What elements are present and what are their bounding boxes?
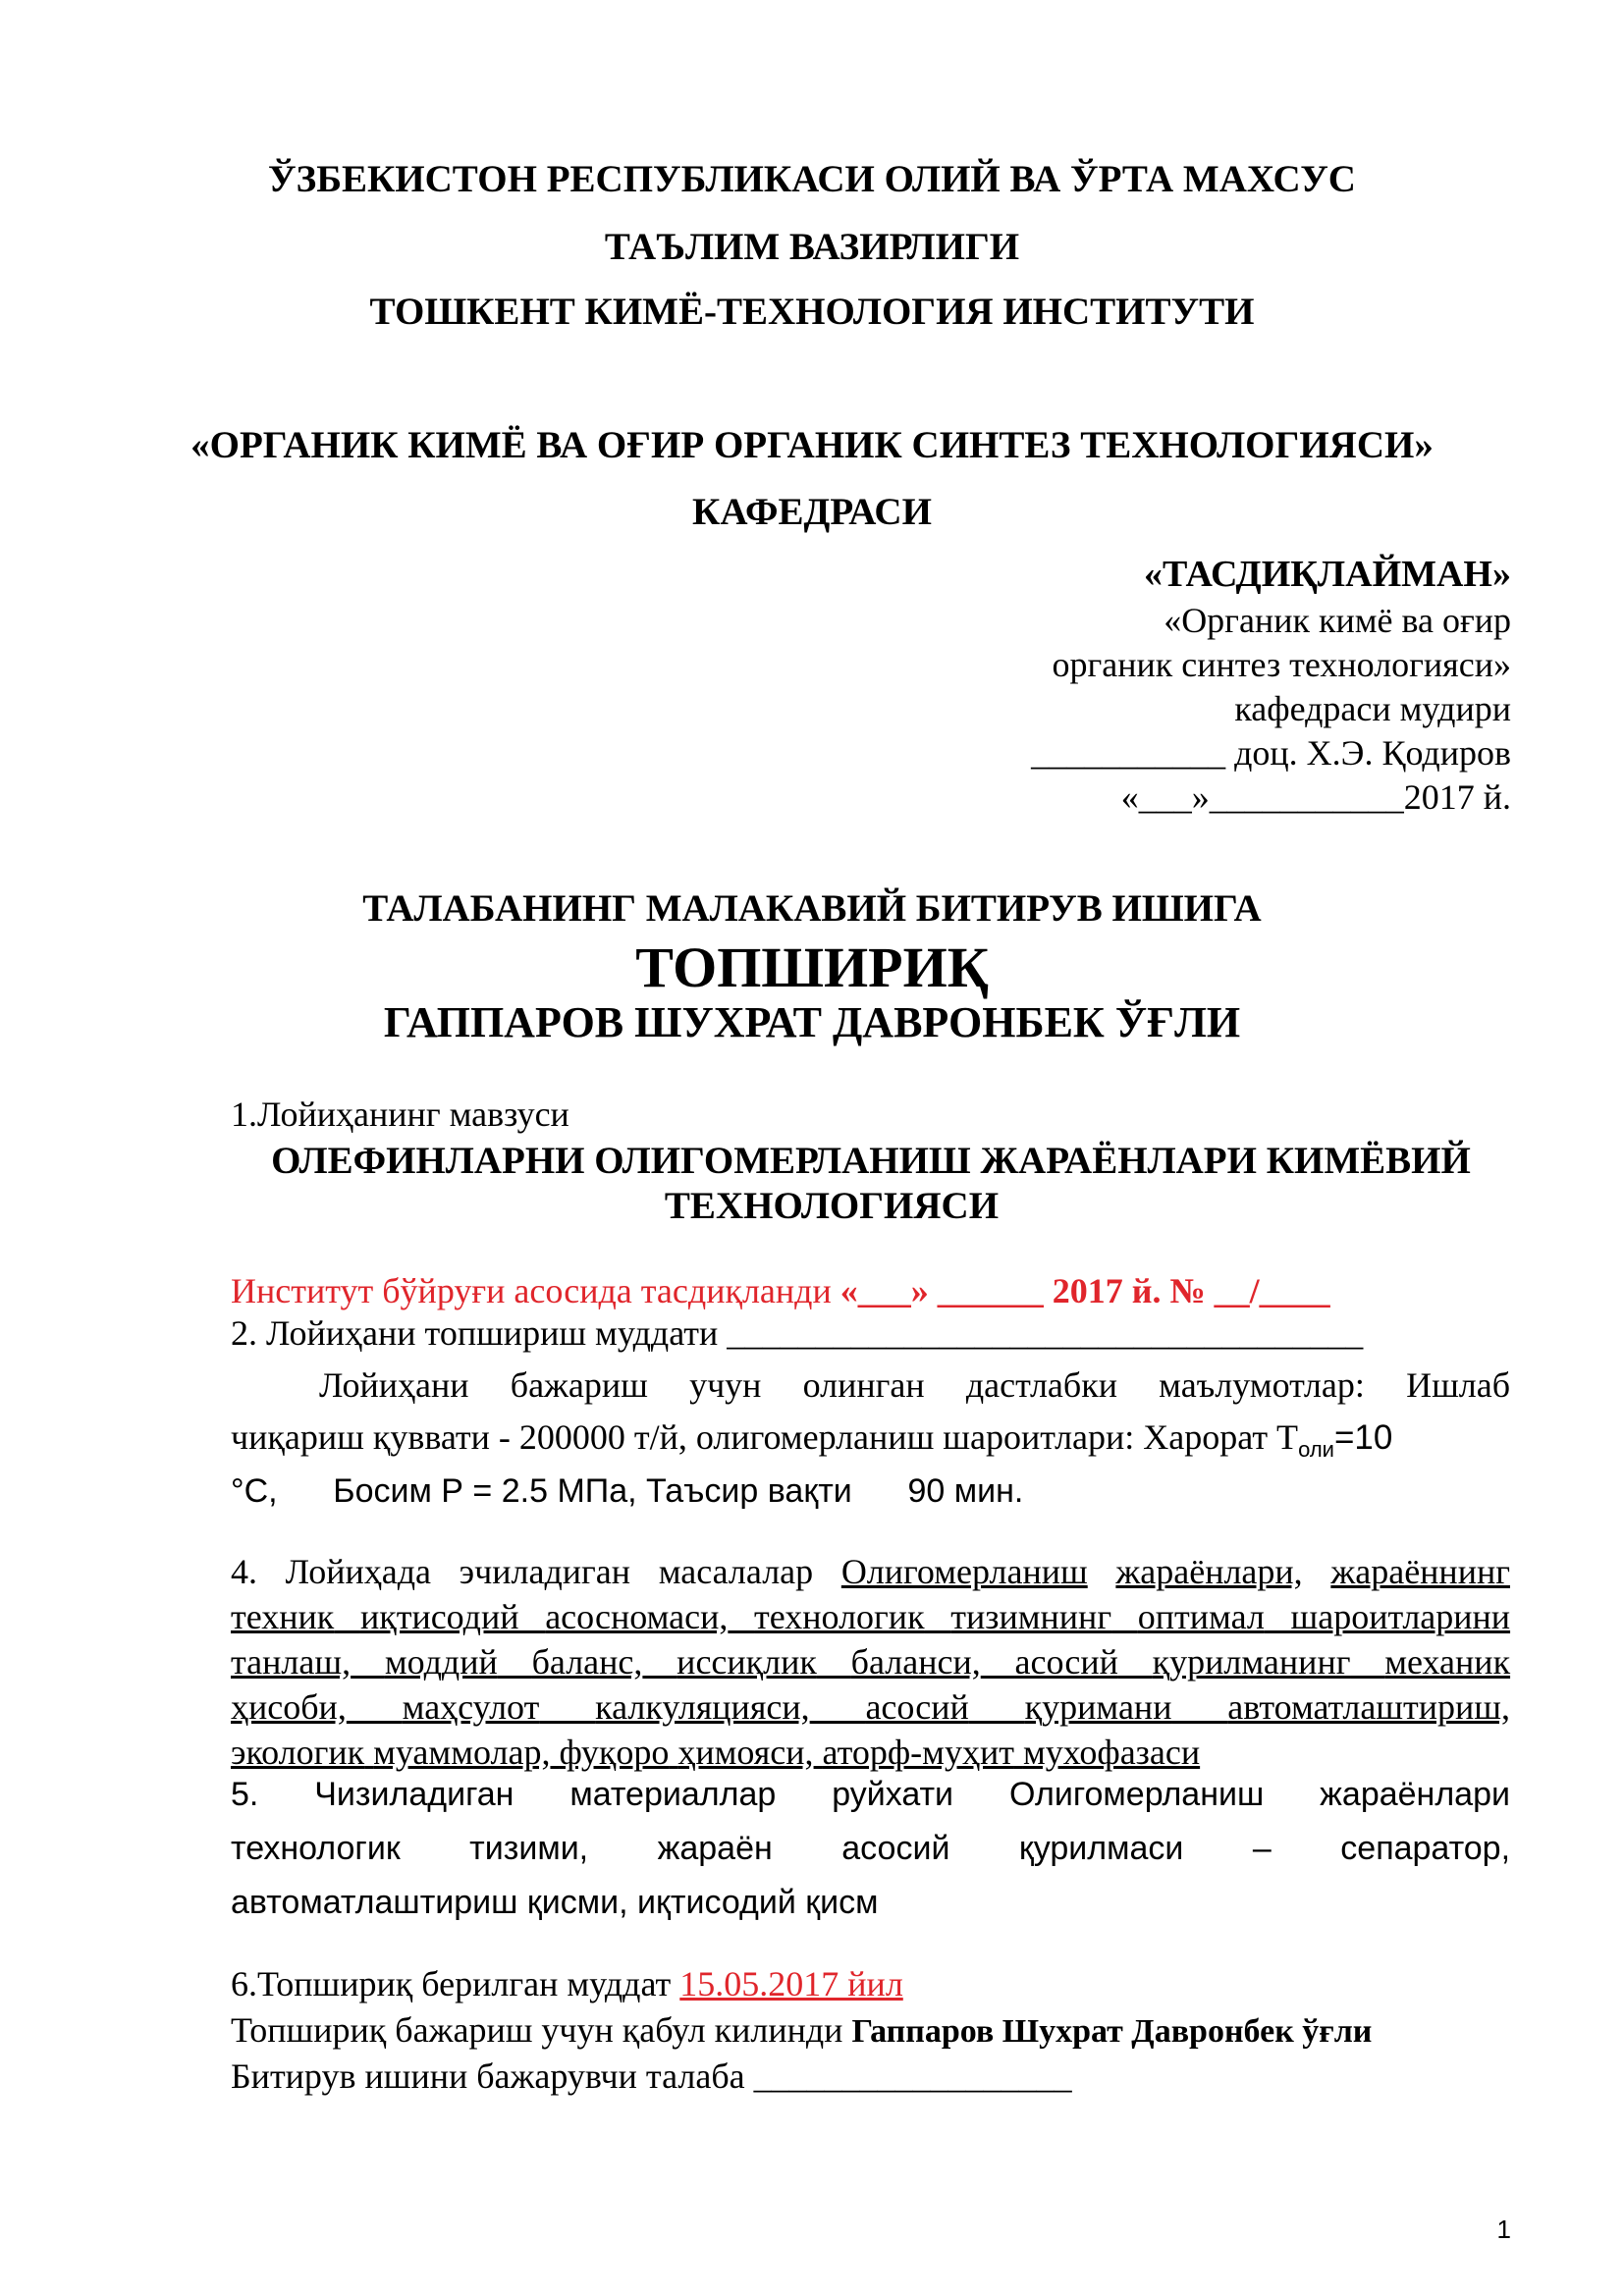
accepted-student-name: Гаппаров Шухрат Давронбек ўғли — [851, 2013, 1373, 2050]
approval-line-2: органик синтез технологияси» — [1052, 645, 1511, 684]
word: асосномаси, — [545, 1597, 729, 1636]
word: Олигомерланиш — [1008, 1776, 1265, 1813]
capacity-text: чиқариш қуввати - 200000 т/й, олигомерланиш шароитлари: Харорат Т — [231, 1417, 1299, 1457]
approval-date-line — [1121, 779, 1511, 815]
word: Лойиҳани — [319, 1365, 469, 1405]
word: Олигомерланиш — [840, 1552, 1088, 1591]
word: муаммолар, — [373, 1733, 551, 1772]
drawings-line-2 — [231, 1832, 1510, 1865]
temperature-subscript: оли — [1298, 1437, 1334, 1462]
word: асосий — [841, 1830, 950, 1867]
approval-line-1: «Органик кимё ва оғир — [1164, 601, 1511, 640]
word: қурилмаси — [1018, 1830, 1184, 1867]
word: эчиладиган — [459, 1552, 631, 1591]
word: масалалар — [658, 1552, 814, 1591]
word: дастлабки — [965, 1365, 1117, 1405]
word: моддий — [384, 1642, 498, 1682]
drawings-line-1 — [231, 1778, 1510, 1811]
word: ҳисоби, — [231, 1687, 347, 1727]
word: технологик — [754, 1597, 925, 1636]
topic-line-1: ОЛЕФИНЛАРНИ ОЛИГОМЕРЛАНИШ ЖАРАЁНЛАРИ КИМЁВИЙ — [271, 1140, 1471, 1182]
signature-blank: ___________ — [1031, 733, 1226, 773]
word: тизимнинг — [950, 1597, 1112, 1636]
deadline-blank: ____________________________________ — [727, 1313, 1364, 1353]
word: олинган — [802, 1365, 925, 1405]
word: маҳсулот — [402, 1687, 540, 1727]
approval-signature-line — [1031, 735, 1511, 771]
initial-data-line-1 — [319, 1367, 1510, 1403]
word: Чизиладиган — [314, 1776, 514, 1813]
word: фуқоро — [559, 1733, 670, 1772]
deadline-line — [231, 1315, 1363, 1351]
topic-label: 1.Лойиҳанинг мавзуси — [231, 1095, 569, 1134]
word: қурилманинг — [1152, 1642, 1351, 1682]
word: материаллар — [569, 1776, 777, 1813]
date-month-blank: ___________ — [1209, 777, 1404, 817]
word: сепаратор, — [1340, 1830, 1511, 1867]
institute-order-line — [231, 1273, 1330, 1308]
word: ҳимояси, — [677, 1733, 814, 1772]
word: қуримани — [1024, 1687, 1172, 1727]
approval-line-3: кафедраси мудири — [1234, 689, 1511, 728]
word: Лойиҳада — [285, 1552, 431, 1591]
word: танлаш, — [231, 1642, 352, 1682]
performer-signature-blank: __________________ — [753, 2056, 1072, 2096]
word: аторф-муҳит — [822, 1733, 1014, 1772]
ministry-line-2: ТАЪЛИМ ВАЗИРЛИГИ — [604, 226, 1020, 268]
word: тизими, — [469, 1830, 589, 1867]
initial-data-line-3: °С, Босим Р = 2.5 МПа, Таъсир вақти 90 мин. — [231, 1472, 1024, 1510]
issued-date: 15.05.2017 йил — [679, 1964, 903, 2003]
word: учун — [689, 1365, 762, 1405]
word: оптимал — [1137, 1597, 1265, 1636]
word: мухофазаси — [1022, 1733, 1201, 1772]
date-quote-open: « — [1120, 777, 1139, 817]
accepted-line — [231, 2012, 1372, 2049]
signatory-name: доц. Х.Э. Қодиров — [1225, 733, 1511, 773]
accepted-label: Топшириқ бажариш учун қабул килинди — [231, 2010, 852, 2050]
page-number: 1 — [1496, 2215, 1511, 2244]
approval-title: «ТАСДИҚЛАЙМАН» — [1144, 554, 1511, 595]
date-quote-close: » — [1191, 777, 1210, 817]
word: баланси, — [850, 1642, 981, 1682]
order-text: Институт бўйруғи асосида тасдиқланди — [231, 1271, 840, 1310]
word: 5. — [231, 1776, 259, 1813]
student-name-heading: ГАППАРОВ ШУХРАТ ДАВРОНБЕК ЎҒЛИ — [383, 998, 1241, 1046]
word: маълумотлар: — [1159, 1365, 1365, 1405]
date-day-blank: ___ — [1138, 777, 1192, 817]
word: технологик — [231, 1830, 401, 1867]
tasks-line-1 — [231, 1554, 1510, 1589]
assignment-subtitle: ТАЛАБАНИНГ МАЛАКАВИЙ БИТИРУВ ИШИГА — [362, 887, 1262, 930]
ministry-line-1: ЎЗБЕКИСТОН РЕСПУБЛИКАСИ ОЛИЙ ВА ЎРТА МАХСУС — [268, 158, 1356, 200]
temperature-value: =10 — [1333, 1418, 1393, 1457]
tasks-line-3 — [231, 1644, 1510, 1680]
word: 4. — [231, 1552, 257, 1591]
performer-line — [231, 2058, 1072, 2094]
order-date-number: «___» ______ 2017 й. № __/____ — [839, 1271, 1330, 1310]
institute-name: ТОШКЕНТ КИМЁ-ТЕХНОЛОГИЯ ИНСТИТУТИ — [369, 291, 1255, 333]
word: баланс, — [531, 1642, 643, 1682]
deadline-label: 2. Лойиҳани топшириш муддати — [231, 1313, 728, 1353]
word: экологик — [231, 1733, 365, 1772]
word: жараённинг — [1330, 1552, 1510, 1591]
assignment-title: ТОПШИРИҚ — [635, 935, 989, 999]
tasks-line-5 — [231, 1735, 1200, 1770]
word: жараён — [657, 1830, 773, 1867]
tasks-line-4 — [231, 1689, 1510, 1725]
drawings-line-3: автоматлаштириш қисми, иқтисодий қисм — [231, 1884, 879, 1921]
department-line-2: КАФЕДРАСИ — [692, 491, 932, 533]
word: техник — [231, 1597, 335, 1636]
word: жараёнлари — [1320, 1776, 1510, 1813]
department-line-1: «ОРГАНИК КИМЁ ВА ОҒИР ОРГАНИК СИНТЕЗ ТЕХНОЛОГИЯСИ» — [190, 424, 1434, 466]
word: автоматлаштириш, — [1227, 1687, 1511, 1727]
tasks-line-2 — [231, 1599, 1510, 1634]
date-year: 2017 й. — [1403, 777, 1511, 817]
performer-label: Битирув ишини бажарувчи талаба — [231, 2056, 754, 2096]
issued-label: 6.Топшириқ берилган муддат — [231, 1964, 680, 2003]
word: руйхати — [832, 1776, 954, 1813]
word: механик — [1384, 1642, 1511, 1682]
word: асосий — [865, 1687, 969, 1727]
word: – — [1252, 1830, 1272, 1867]
issued-date-line — [231, 1966, 903, 2002]
word: иқтисодий — [359, 1597, 519, 1636]
word: шароитларини — [1290, 1597, 1511, 1636]
word: иссиқлик — [677, 1642, 817, 1682]
topic-line-2: ТЕХНОЛОГИЯСИ — [664, 1185, 1000, 1227]
word: жараёнлари, — [1115, 1552, 1303, 1591]
word: бажариш — [510, 1365, 648, 1405]
word: асосий — [1014, 1642, 1118, 1682]
word: калкуляцияси, — [595, 1687, 810, 1727]
word: Ишлаб — [1406, 1365, 1511, 1405]
initial-data-line-2 — [231, 1419, 1392, 1461]
